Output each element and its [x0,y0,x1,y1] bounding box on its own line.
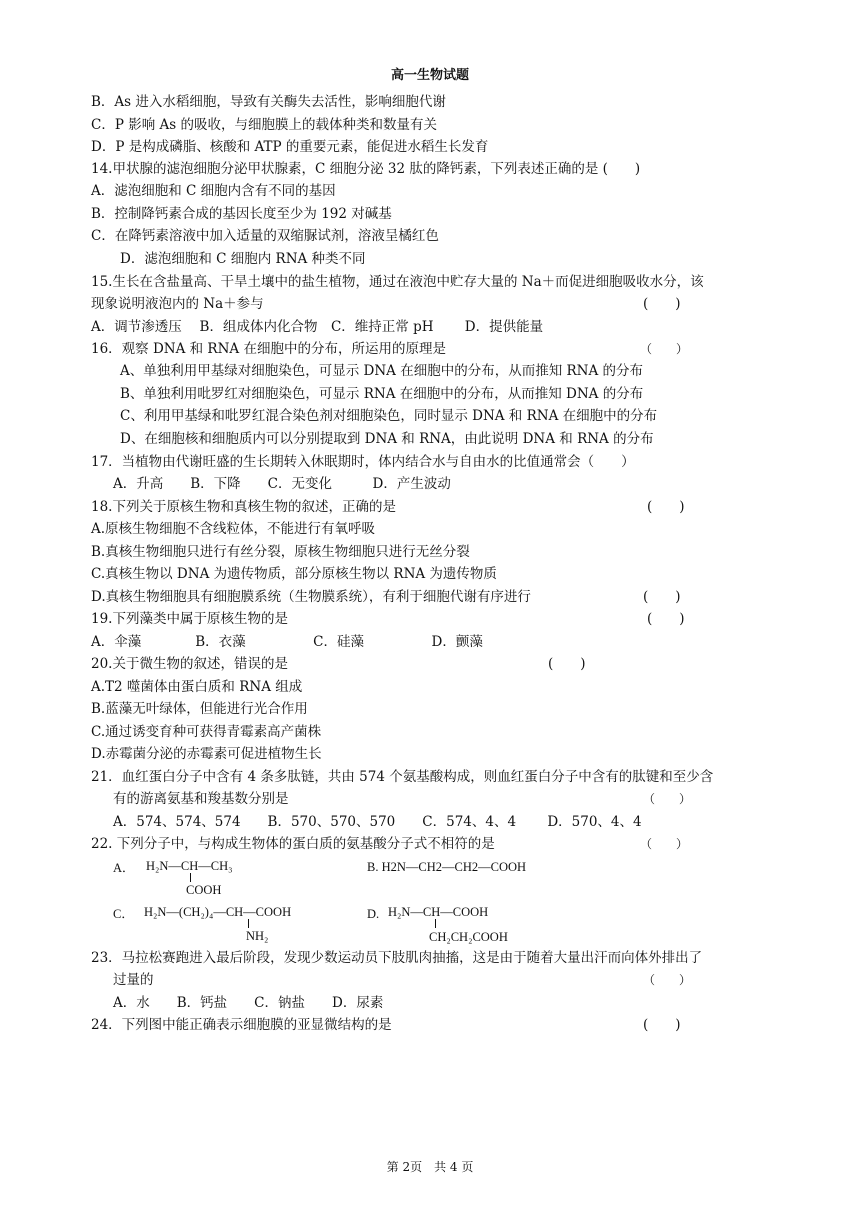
q22-option-a-formula: H₂N—CH—CH₃ [146,859,233,873]
q24-answer-bracket: ( ) [643,1017,681,1033]
q20-answer-bracket: ( ) [548,656,586,672]
q20-stem: 20.关于微生物的叙述，错误的是 [91,656,288,672]
q19-stem: 19.下列藻类中属于原核生物的是 [91,611,288,627]
q20-option-a: A.T2 噬菌体由蛋白质和 RNA 组成 [91,679,303,695]
q23-stem-line1: 23．马拉松赛跑进入最后阶段，发现少数运动员下肢肌肉抽搐，这是由于随着大量出汗而向体外排出了 [91,950,703,966]
q22-option-d-substituent: CH₂CH₂COOH [429,930,508,944]
q23-options: A．水 B．钙盐 C．钠盐 D．尿素 [113,995,384,1011]
q16-option-b: B、单独利用吡罗红对细胞染色，可显示 RNA 在细胞中的分布，从而推知 DNA 的分布 [120,386,644,402]
q22-option-c-formula: H₂N—(CH₂)₄—CH—COOH [144,905,292,919]
q22-option-d-bond [435,919,436,928]
q16-option-c: C、利用甲基绿和吡罗红混合染色剂对细胞染色，同时显示 DNA 和 RNA 在细胞中的分布 [120,408,658,424]
q16-answer-bracket: （ ） [640,342,689,356]
q16-stem: 16．观察 DNA 和 RNA 在细胞中的分布，所运用的原理是 [91,341,446,357]
q23-answer-bracket: （ ） [643,973,692,987]
q22-stem: 22. 下列分子中，与构成生物体的蛋白质的氨基酸分子式不相符的是 [91,836,495,852]
q22-option-c-bond [248,919,249,928]
page-title: 高一生物试题 [390,68,469,83]
q18-stem: 18.下列关于原核生物和真核生物的叙述，正确的是 [91,499,396,515]
q24-stem: 24．下列图中能正确表示细胞膜的亚显微结构的是 [91,1017,392,1033]
q14-stem: 14.甲状腺的滤泡细胞分泌甲状腺素，C 细胞分泌 32 肽的降钙素，下列表述正确的是 ( ) [91,161,641,177]
q23-stem-line2: 过量的 [113,972,154,988]
q22-option-d-label: D. [367,907,380,921]
q17-stem: 17．当植物由代谢旺盛的生长期转入休眠期时，体内结合水与自由水的比值通常会（ ） [91,454,635,470]
q21-stem-line2: 有的游离氨基和羧基数分别是 [113,791,289,807]
q22-option-a-bond [190,873,191,882]
q21-stem-line1: 21．血红蛋白分子中含有 4 条多肽链，共由 574 个氨基酸构成，则血红蛋白分子中含有的肽键和至少含 [91,769,714,785]
q22-option-b-formula: B. H2N—CH2—CH2—COOH [367,860,527,874]
q14-option-b: B．控制降钙素合成的基因长度至少为 192 对碱基 [91,206,392,222]
q17-options: A．升高 B．下降 C．无变化 D．产生波动 [113,476,451,492]
q16-option-a: A、单独利用甲基绿对细胞染色，可显示 DNA 在细胞中的分布，从而推知 RNA 的分布 [120,363,644,379]
q18-answer-bracket: ( ) [647,499,685,515]
q13-option-b: B．As 进入水稻细胞，导致有关酶失去活性，影响细胞代谢 [91,94,446,110]
q22-option-a-label: A． [113,861,135,875]
q15-answer-bracket: ( ) [643,296,681,312]
q14-option-a: A．滤泡细胞和 C 细胞内含有不同的基因 [91,183,336,199]
q20-option-b: B.蓝藻无叶绿体，但能进行光合作用 [91,701,308,717]
q14-option-c: C．在降钙素溶液中加入适量的双缩脲试剂，溶液呈橘红色 [91,228,439,244]
q16-option-d: D、在细胞核和细胞质内可以分别提取到 DNA 和 RNA，由此说明 DNA 和 RNA 的分布 [120,431,654,447]
q19-options: A．伞藻 B．衣藻 C．硅藻 D．颤藻 [91,634,483,650]
q20-option-c: C.通过诱变育种可获得青霉素高产菌株 [91,724,322,740]
q13-option-c: C．P 影响 As 的吸收，与细胞膜上的载体种类和数量有关 [91,117,437,133]
q22-option-c-label: C． [113,907,134,921]
q18-option-c: C.真核生物以 DNA 为遗传物质，部分原核生物以 RNA 为遗传物质 [91,566,497,582]
q15-options: A．调节渗透压 B．组成体内化合物 C．维持正常 pH D．提供能量 [91,319,544,335]
q13-option-d: D．P 是构成磷脂、核酸和 ATP 的重要元素，能促进水稻生长发育 [91,139,489,155]
q22-answer-bracket: （ ） [640,837,689,851]
q22-option-d-formula: H₂N—CH—COOH [388,905,489,919]
q19-answer-bracket: ( ) [647,611,685,627]
q18-option-d-bracket: ( ) [643,589,681,605]
q18-option-d: D.真核生物细胞具有细胞膜系统（生物膜系统），有利于细胞代谢有序进行 [91,589,531,605]
q22-option-c-substituent: NH₂ [246,929,269,943]
page-footer: 第 2页 共 4 页 [386,1160,474,1174]
q15-stem-line1: 15.生长在含盐量高、干旱土壤中的盐生植物，通过在液泡中贮存大量的 Na＋而促进细胞吸收水分，该 [91,274,704,290]
q22-option-a-substituent: COOH [186,883,222,897]
q18-option-b: B.真核生物细胞只进行有丝分裂，原核生物细胞只进行无丝分裂 [91,544,470,560]
q21-options: A．574、574、574 B．570、570、570 C．574、4、4 D．570、4、4 [113,814,642,830]
q15-stem-line2: 现象说明液泡内的 Na＋参与 [91,296,264,312]
q21-answer-bracket: （ ） [643,792,692,806]
q18-option-a: A.原核生物细胞不含线粒体，不能进行有氧呼吸 [91,521,376,537]
q20-option-d: D.赤霉菌分泌的赤霉素可促进植物生长 [91,746,322,762]
q14-option-d: D．滤泡细胞和 C 细胞内 RNA 种类不同 [120,251,366,267]
